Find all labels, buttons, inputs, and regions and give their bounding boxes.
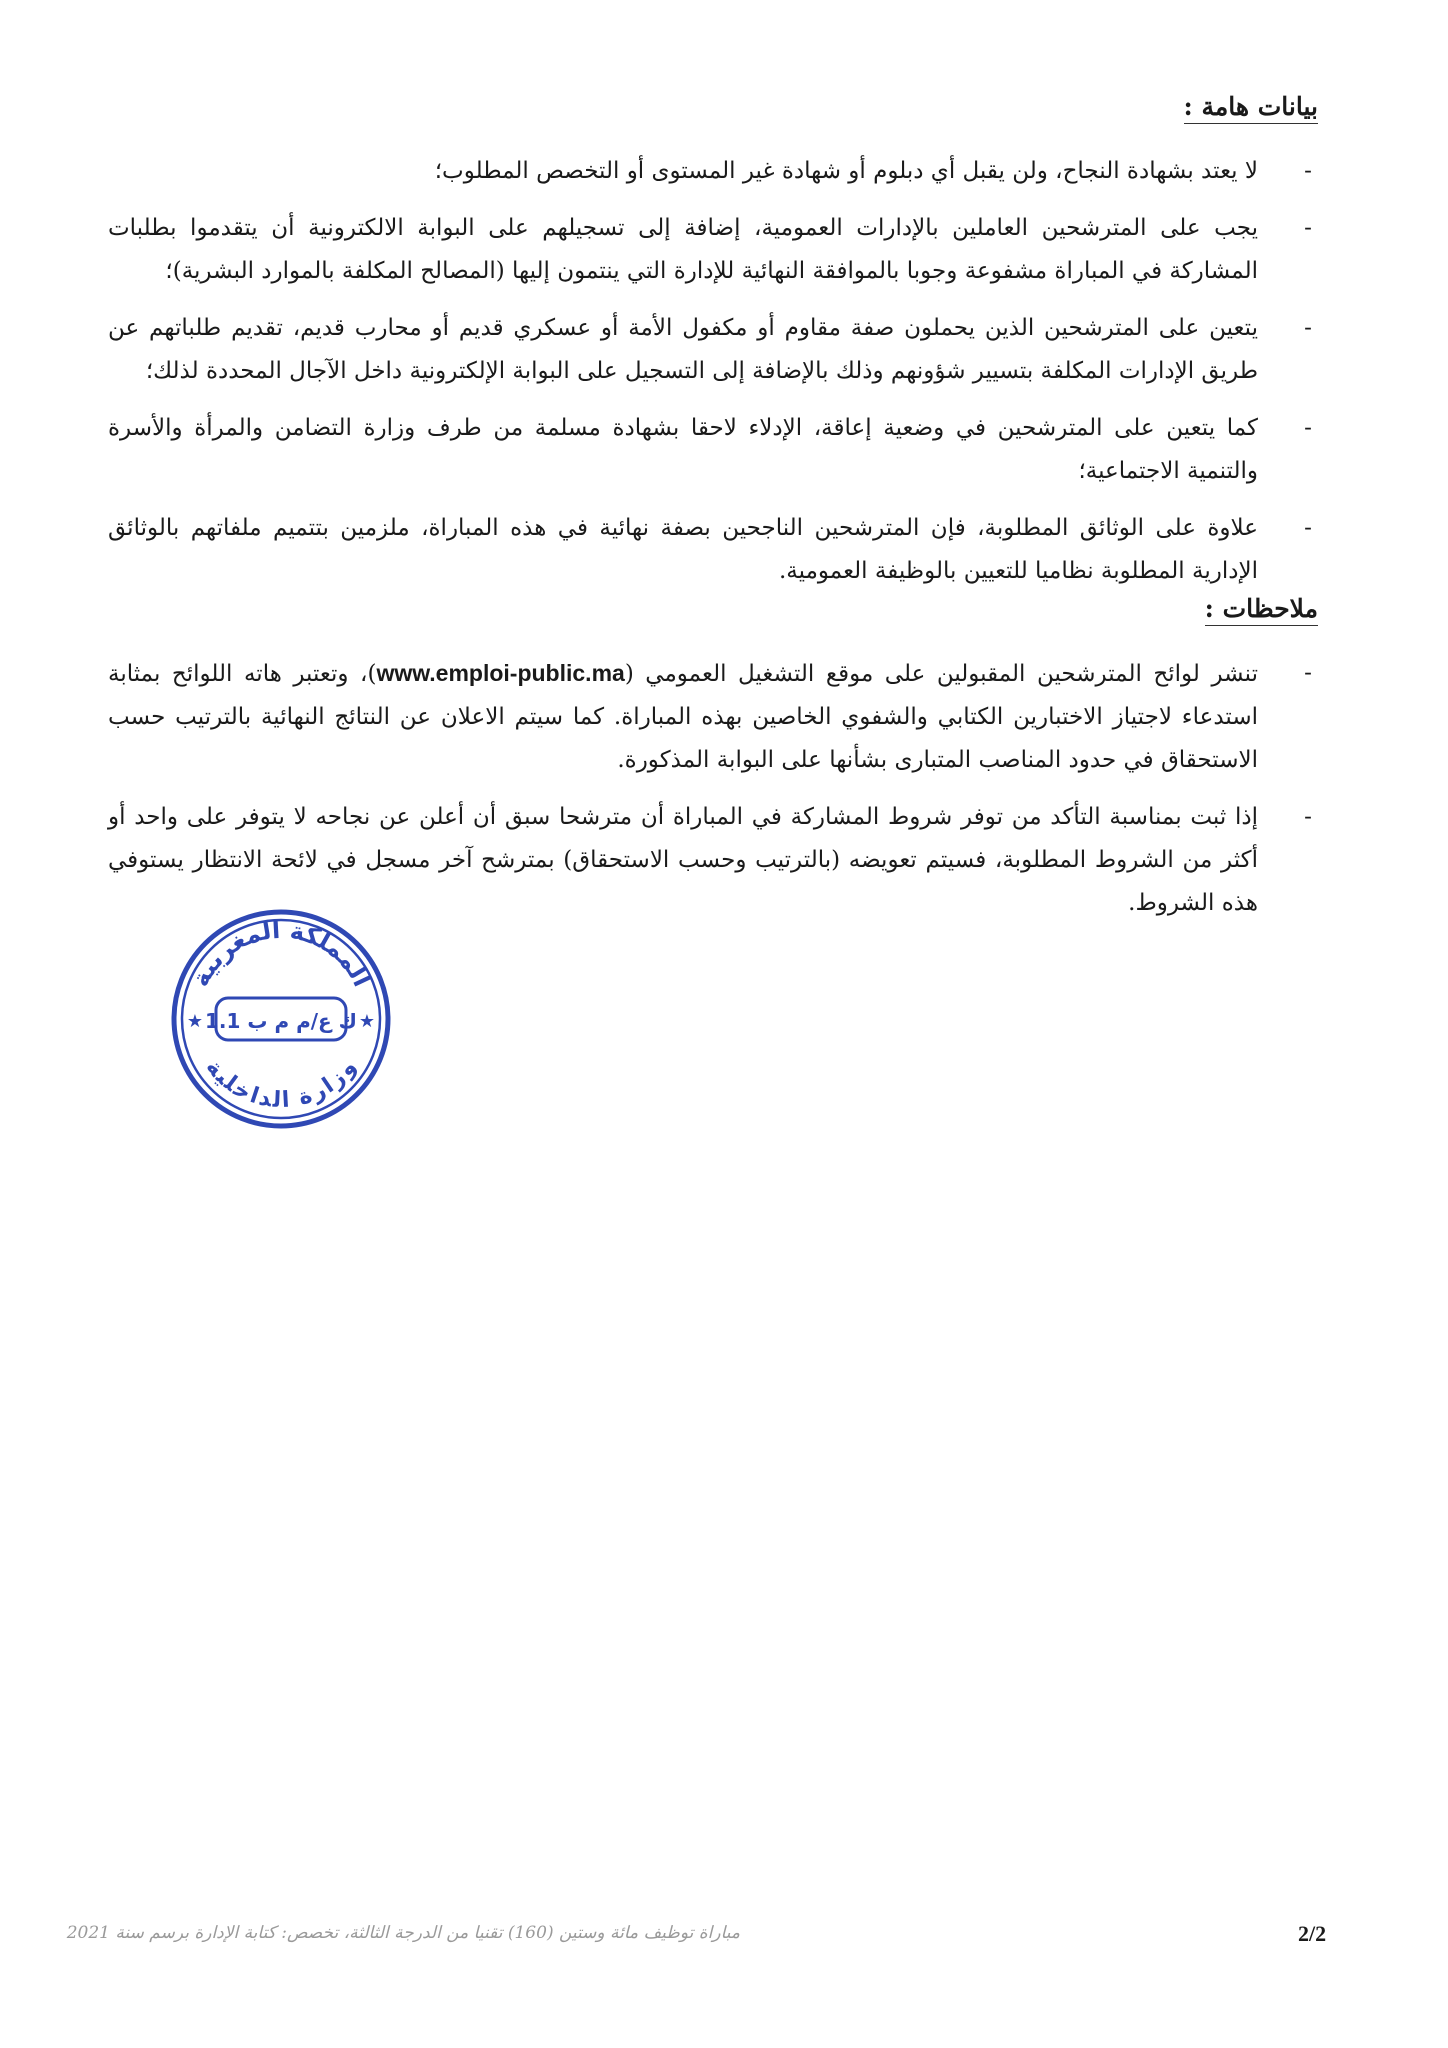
page-number: 2/2	[1298, 1921, 1327, 1946]
important-item-4: كما يتعين على المترشحين في وضعية إعاقة، الإدلاء لاحقا بشهادة مسلمة من طرف وزارة التضامن والمرأة والأسرة والتنمية الاجتماعية؛	[108, 415, 1258, 484]
list-item	[108, 796, 1318, 925]
note-item-2: إذا ثبت بمناسبة التأكد من توفر شروط المشاركة في المباراة أن مترشحا سبق أن أعلن عن نجاحه لا يتوفر على واحد أو أكثر من الشروط المطلوبة، فسيتم تعويضه (بالترتيب وحسب الاستحقاق) بمترشح آخر مسجل في لائحة الانتظار يستوفي هذه الشروط.	[108, 804, 1258, 916]
important-info-list	[108, 150, 1318, 607]
important-item-1: لا يعتد بشهادة النجاح، ولن يقبل أي دبلوم أو شهادة غير المستوى أو التخصص المطلوب؛	[434, 158, 1258, 184]
dash-bullet: -	[1304, 804, 1312, 830]
footer-competition-title: مباراة توظيف مائة وستين (160) تقنيا من الدرجة الثالثة، تخصص: كتابة الإدارة برسم سنة 2021	[66, 1923, 740, 1943]
stamp-star-icon: ★	[358, 1011, 376, 1032]
stamp-bottom-text: وزارة الداخلية	[200, 1055, 362, 1114]
stamp-top-text: المملكة المغربية	[186, 915, 377, 992]
list-item	[108, 307, 1318, 393]
note-item-1-before: تنشر لوائح المترشحين المقبولين على موقع التشغيل العمومي (	[624, 661, 1258, 687]
important-info-heading: بيانات هامة :	[1184, 92, 1318, 124]
dash-bullet: -	[1304, 215, 1312, 241]
stamp-star-icon: ★	[186, 1011, 204, 1032]
list-item	[108, 407, 1318, 493]
notes-heading: ملاحظات :	[1205, 594, 1318, 626]
dash-bullet: -	[1304, 515, 1312, 541]
dash-bullet: -	[1304, 315, 1312, 341]
list-item	[108, 507, 1318, 593]
important-item-5: علاوة على الوثائق المطلوبة، فإن المترشحين الناجحين بصفة نهائية في هذه المباراة، ملزمين بتتميم ملفاتهم بالوثائق الإدارية المطلوبة نظاميا للتعيين بالوظيفة العمومية.	[108, 515, 1258, 584]
list-item	[108, 207, 1318, 293]
dash-bullet: -	[1304, 660, 1312, 686]
list-item	[108, 652, 1318, 782]
important-item-2: يجب على المترشحين العاملين بالإدارات العمومية، إضافة إلى تسجيلهم على البوابة الالكترونية أن يتقدموا بطلبات المشاركة في المباراة مشفوعة وجوبا بالموافقة النهائية للإدارة التي ينتمون إليها (المصالح المكلفة بالموارد البشرية)؛	[108, 215, 1258, 284]
note-item-1-after: )، وتعتبر هاته اللوائح بمثابة استدعاء لاجتياز الاختبارين الكتابي والشفوي الخاصين بهذه المباراة. كما سيتم الاعلان عن النتائج النهائية بالترتيب حسب الاستحقاق في حدود المناصب المتبارى بشأنها على البوابة المذكورة.	[108, 661, 1258, 773]
ministry-stamp	[170, 908, 392, 1130]
notes-list	[108, 652, 1318, 939]
list-item	[108, 150, 1318, 193]
important-item-3: يتعين على المترشحين الذين يحملون صفة مقاوم أو مكفول الأمة أو عسكري قديم أو محارب قديم، تقديم طلباتهم عن طريق الإدارات المكلفة بتسيير شؤونهم وذلك بالإضافة إلى التسجيل على البوابة الإلكترونية داخل الآجال المحددة لذلك؛	[108, 315, 1258, 384]
dash-bullet: -	[1304, 158, 1312, 184]
emploi-public-url: www.emploi-public.ma	[376, 660, 625, 686]
stamp-center-text: ك ع/م م ب 1.1	[205, 1009, 357, 1033]
dash-bullet: -	[1304, 415, 1312, 441]
